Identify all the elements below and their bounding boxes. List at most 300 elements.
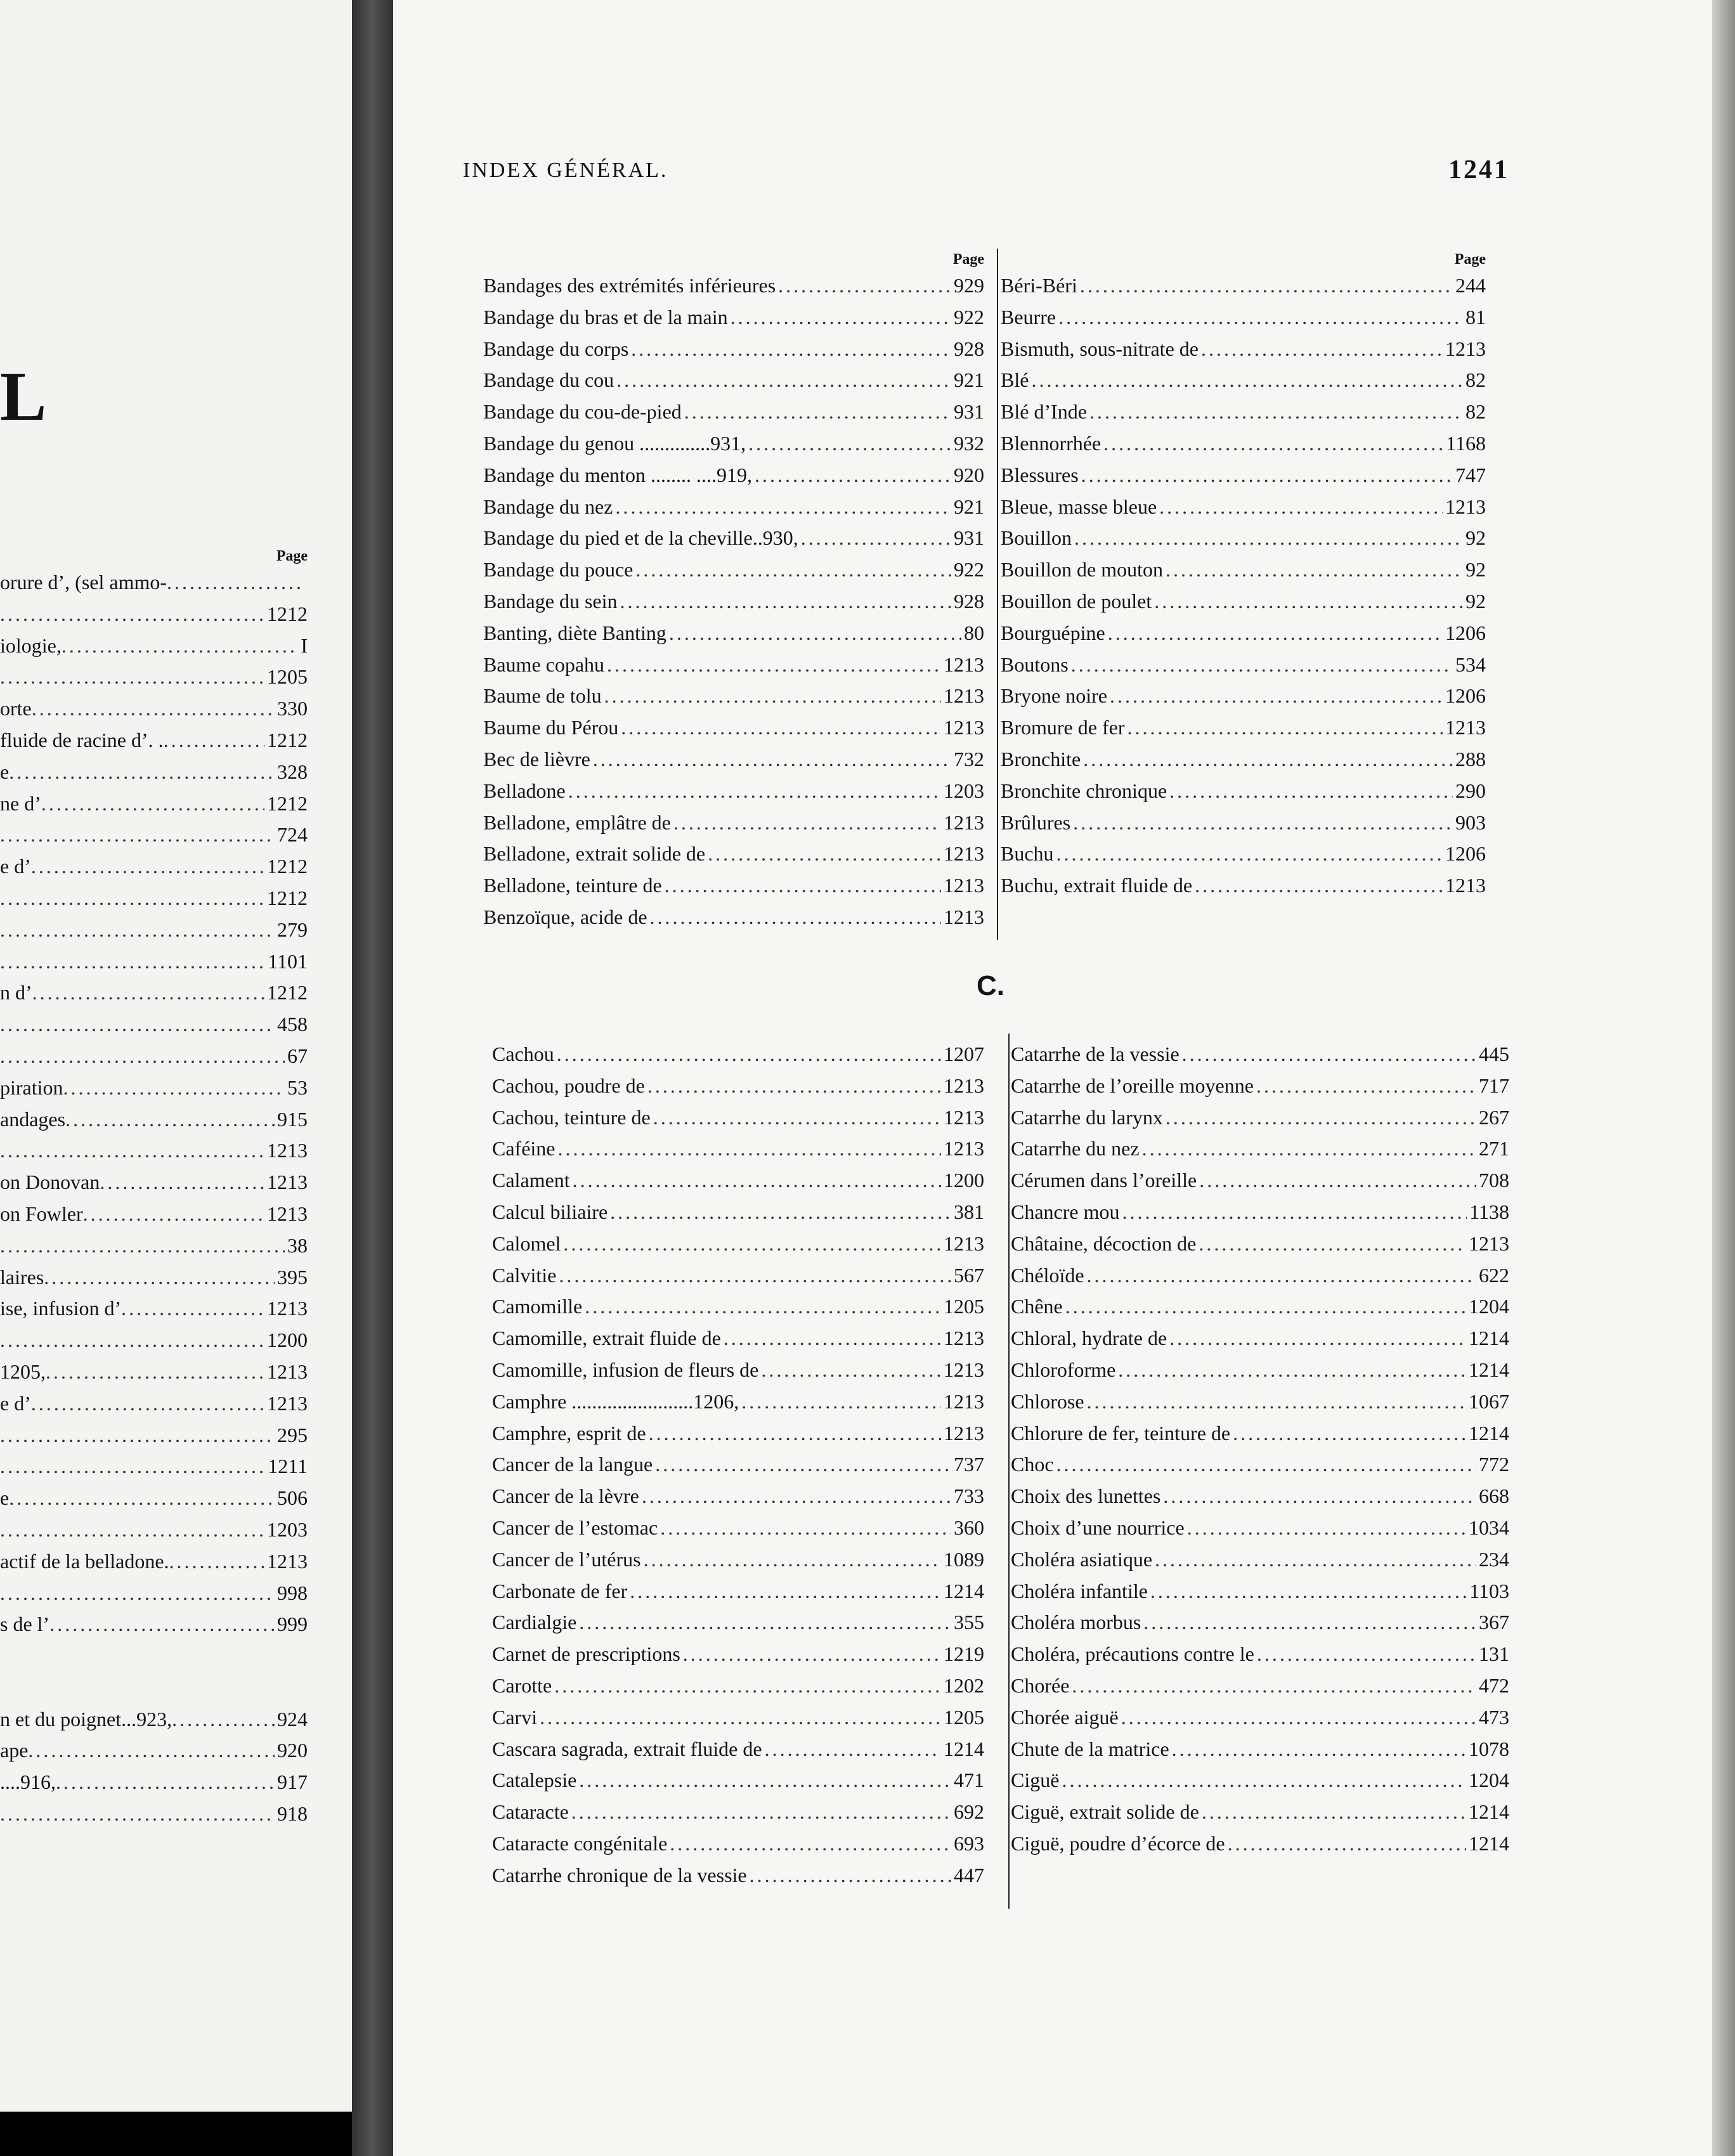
book-gutter [352,0,396,2156]
dot-leader [0,661,264,693]
dot-leader [1166,1102,1476,1134]
dot-leader [568,776,941,807]
index-entry [492,1354,984,1386]
index-term: Buchu [1001,842,1054,866]
index-entry [492,1796,984,1828]
index-page-number: 668 [1479,1484,1509,1508]
dot-leader [1072,1670,1476,1702]
index-entry [492,1734,984,1765]
dot-leader [172,1704,275,1736]
index-term: Cataracte [492,1800,569,1824]
index-page-number: 1200 [267,1328,308,1352]
index-entry [1001,680,1486,712]
dot-leader [621,712,941,744]
dot-leader [1195,870,1443,902]
index-term: Cancer de l’utérus [492,1547,641,1571]
index-page-number: 929 [954,274,984,297]
index-page-number: 1206 [1445,621,1486,644]
dot-leader [557,1039,941,1070]
index-page-number: 92 [1465,558,1486,581]
index-entry [1011,1133,1509,1165]
index-page-number: 1213 [1445,716,1486,739]
dot-leader [610,1197,951,1228]
index-page-number: 1212 [267,855,308,878]
index-term: Beurre [1001,305,1056,328]
dot-leader [1143,1607,1476,1639]
page-number: 1241 [1448,155,1509,185]
dot-leader [0,1798,275,1830]
index-entry [483,554,984,586]
index-entry [1011,1734,1509,1765]
index-entry [0,788,308,820]
index-term: ape [0,1739,29,1762]
index-entry [492,1639,984,1670]
index-term: Chloral, hydrate de [1011,1327,1167,1350]
dot-leader [670,1828,951,1860]
index-page-number: 395 [277,1265,308,1289]
page-header-label: Page [952,251,984,268]
index-entry [1001,460,1486,491]
index-entry [0,1167,308,1198]
section-letter-c: C. [977,970,1004,1001]
index-page-number: 928 [954,337,984,360]
index-term: Catarrhe du nez [1011,1137,1140,1160]
index-term: Camomille, infusion de fleurs de [492,1358,759,1381]
index-term: Calament [492,1169,570,1192]
dot-leader [1154,586,1463,618]
dot-leader [0,1514,264,1546]
index-entry [1011,1639,1509,1670]
index-page-number: 1212 [267,602,308,625]
column-rule-b [997,249,998,940]
index-term: Baume de tolu [483,684,602,708]
index-entry [1011,1070,1509,1102]
index-entry [0,1041,308,1072]
index-entry [1001,744,1486,776]
index-term: Carotte [492,1673,552,1697]
index-term: Bouillon de poulet [1001,589,1152,613]
index-term: Béri-Béri [1001,274,1077,297]
index-term: orte [0,697,32,720]
index-entry [492,1039,984,1070]
index-entry [1011,1354,1509,1386]
index-term: Blessures [1001,463,1079,486]
dot-leader [0,1135,264,1167]
index-entry [483,870,984,902]
dot-leader [655,1449,951,1481]
page-edge [1712,0,1735,2156]
index-page-number: 1202 [944,1673,984,1697]
index-term: Catalepsie [492,1769,577,1792]
index-page-number: 1205 [944,1705,984,1729]
index-entry [0,630,308,662]
index-entry [1001,776,1486,807]
index-entry [492,1228,984,1260]
dot-leader [755,460,951,491]
page-header-label: Page [1454,251,1486,268]
dot-leader [563,1228,941,1260]
index-page-number: 1213 [1469,1231,1509,1255]
index-term: Choc [1011,1453,1054,1476]
index-entry [0,1640,308,1672]
dot-leader [642,1481,951,1512]
index-term: e d’ [0,1391,31,1415]
index-term: Bismuth, sous-nitrate de [1001,337,1199,360]
running-head-title: INDEX GÉNÉRAL. [463,159,668,182]
index-entry [483,618,984,649]
index-entry [492,1607,984,1639]
index-term: ....916, [0,1770,56,1794]
dot-leader [665,870,941,902]
dot-leader [1228,1828,1466,1860]
dot-leader [46,1356,264,1388]
dot-leader [724,1323,941,1354]
index-page-number: 1103 [1469,1579,1509,1602]
index-term: Bandage du cou-de-pied [483,400,682,424]
index-page-number: 921 [954,368,984,392]
index-page-number: 920 [277,1739,308,1762]
dot-leader [1142,1133,1476,1165]
index-entry [483,460,984,491]
index-page-number: 473 [1479,1705,1509,1729]
index-entry [483,586,984,618]
index-page-number: 928 [954,589,984,613]
index-entry [492,1702,984,1734]
index-page-number: 1213 [944,842,984,866]
dot-leader [1089,396,1463,428]
index-entry [1011,1828,1509,1860]
index-term: Boutons [1001,653,1069,676]
index-term: Catarrhe du larynx [1011,1105,1163,1129]
dot-leader [31,851,264,883]
index-entry [1011,1386,1509,1418]
dot-leader [83,1198,264,1230]
index-page-number: 1213 [267,1139,308,1162]
dot-leader [1199,1228,1466,1260]
dot-leader [1166,554,1463,586]
index-entry [0,1798,308,1830]
dot-leader [169,1546,264,1578]
index-term: Cardialgie [492,1611,577,1634]
index-entry [483,807,984,839]
dot-leader [100,1167,264,1198]
index-entry [1011,1702,1509,1734]
index-entry [1011,1197,1509,1228]
index-term: Bromure de fer [1001,716,1125,739]
index-page-number: 1213 [944,1105,984,1129]
index-entry [1011,1102,1509,1134]
index-page-number: 1214 [1469,1800,1509,1824]
index-entry [1011,1228,1509,1260]
index-entry [0,819,308,851]
index-term: n et du poignet...923, [0,1707,172,1731]
index-term: Camphre, esprit de [492,1421,646,1445]
index-term: s de l’ [0,1613,50,1636]
index-term: Ciguë, poudre d’écorce de [1011,1831,1225,1855]
index-entry [0,946,308,978]
index-page-number: I [301,633,308,657]
index-term: Châtaine, décoction de [1011,1231,1197,1255]
index-entry [483,649,984,681]
index-entry [0,1104,308,1136]
index-term: Choléra morbus [1011,1611,1141,1634]
index-page-number: 472 [1479,1673,1509,1697]
index-entry [1001,428,1486,460]
dot-leader [635,554,951,586]
index-page-number: 267 [1479,1105,1509,1129]
index-page-number: 567 [954,1263,984,1287]
index-term: Bouillon [1001,526,1072,550]
index-entry [1001,334,1486,365]
index-term: Baume copahu [483,653,605,676]
index-page-number: 1214 [944,1737,984,1760]
dot-leader [660,1512,951,1544]
dot-leader [604,680,941,712]
dot-leader [1065,1291,1466,1323]
dot-leader [778,270,951,302]
index-entry [1011,1418,1509,1450]
index-entry [492,1828,984,1860]
index-term: actif de la belladone. [0,1549,169,1573]
index-entry [1001,365,1486,396]
index-column-c-left [492,1039,984,1892]
index-entry [1011,1481,1509,1512]
dot-leader [1150,1576,1467,1607]
index-page-number: 1213 [267,1171,308,1194]
index-page-number: 1214 [1469,1358,1509,1381]
index-page-number: 903 [1455,810,1486,834]
index-entry [483,838,984,870]
dot-leader [1083,744,1453,776]
index-term: Catarrhe chronique de la vessie [492,1863,747,1886]
index-term: piration [0,1075,63,1099]
index-page-number: 1101 [268,949,308,973]
dot-leader [1257,1639,1476,1670]
index-entry [483,270,984,302]
index-term: Bandage du pied et de la cheville..930, [483,526,798,550]
dot-leader [579,1607,951,1639]
index-term: Calomel [492,1231,561,1255]
dot-leader [1182,1039,1476,1070]
index-term: Choléra asiatique [1011,1547,1153,1571]
index-entry [1011,1765,1509,1796]
dot-leader [1201,334,1443,365]
index-page-number: 1214 [1469,1327,1509,1350]
dot-leader [0,914,275,946]
dot-leader [0,1420,275,1451]
index-term: Bandage du pouce [483,558,634,581]
index-entry [0,914,308,946]
index-term: fluide de racine d’. . [0,728,164,751]
index-entry [0,977,308,1009]
index-page-number: 381 [954,1200,984,1223]
index-term: Buchu, extrait fluide de [1001,874,1193,897]
dot-leader [1031,365,1463,396]
dot-leader [1073,807,1453,839]
index-term: Bourguépine [1001,621,1105,644]
index-entry [0,1483,308,1514]
index-entry [492,1576,984,1607]
index-entry [0,1293,308,1325]
index-term: laires [0,1265,44,1289]
left-page-page-header: Page [276,548,308,564]
index-entry [492,1765,984,1796]
index-entry [492,1070,984,1102]
dot-leader [56,1767,275,1798]
index-page-number: 1213 [267,1202,308,1225]
index-term: orure d’, (sel ammo- [0,571,167,594]
index-entry [1001,586,1486,618]
dot-leader [1159,491,1443,523]
index-entry [1011,1670,1509,1702]
index-term: Bryone noire [1001,684,1107,708]
dot-leader [1087,1260,1476,1292]
index-entry [492,1481,984,1512]
index-term: Chloroforme [1011,1358,1116,1381]
index-page-number: 67 [287,1044,308,1067]
index-entry [483,491,984,523]
index-term: 1205, [0,1360,46,1383]
index-page-number: 1213 [944,684,984,708]
dot-leader [631,334,951,365]
index-page-number: 622 [1479,1263,1509,1287]
index-entry [1001,712,1486,744]
index-term: Ciguë, extrait solide de [1011,1800,1199,1824]
index-page-number: 131 [1479,1642,1509,1666]
dot-leader [1172,1734,1466,1765]
dot-leader [684,396,951,428]
dot-leader [32,693,275,725]
index-page-number: 772 [1479,1453,1509,1476]
index-page-number: 360 [954,1516,984,1539]
index-entry [492,1133,984,1165]
index-entry [492,1449,984,1481]
index-page-number: 733 [954,1484,984,1508]
index-page-number: 1213 [944,1389,984,1413]
index-entry [0,883,308,914]
index-page-number: 915 [277,1107,308,1131]
index-page-number: 1067 [1469,1389,1509,1413]
index-page-number: 38 [287,1233,308,1257]
dot-leader [0,599,264,630]
index-entry [483,334,984,365]
left-page [0,0,352,2112]
index-entry [0,1546,308,1578]
index-term: andages [0,1107,66,1131]
index-entry [1011,1165,1509,1197]
dot-leader [0,1230,285,1262]
index-term: Baume du Pérou [483,716,619,739]
index-entry [0,1230,308,1262]
dot-leader [540,1702,941,1734]
column-rule-c [1008,1034,1010,1909]
index-page-number: 279 [277,918,308,941]
index-page-number: 1213 [944,1074,984,1097]
dot-leader [164,725,264,757]
index-page-number: 1034 [1469,1516,1509,1539]
index-term: Bleue, masse bleue [1001,495,1157,518]
index-entry [492,1165,984,1197]
dot-leader [0,1009,275,1041]
index-page-number: 931 [954,400,984,424]
index-entry [0,725,308,757]
index-term: Cancer de la lèvre [492,1484,639,1508]
index-entry [0,1009,308,1041]
index-term: Carbonate de fer [492,1579,628,1602]
index-page-number: 1206 [1445,842,1486,866]
index-page-number: 471 [954,1769,984,1792]
index-term: Chute de la matrice [1011,1737,1169,1760]
index-entry [492,1670,984,1702]
index-page-number: 737 [954,1453,984,1476]
dot-leader [748,428,951,460]
dot-leader [644,1544,941,1576]
index-page-number: 931 [954,526,984,550]
dot-leader [731,302,951,334]
dot-leader [9,757,275,788]
dot-leader [649,1418,941,1450]
dot-leader [1087,1386,1466,1418]
index-page-number: 717 [1479,1074,1509,1097]
dot-leader [0,1451,265,1483]
dot-leader [63,1072,285,1104]
dot-leader [571,1796,951,1828]
index-page-number: 82 [1465,368,1486,392]
index-term: Banting, diète Banting [483,621,666,644]
index-term: Chêne [1011,1295,1063,1318]
index-page-number: 330 [277,697,308,720]
index-entry [1011,1796,1509,1828]
index-page-number: 1213 [944,1327,984,1350]
left-page-index-column [0,545,308,1830]
dot-leader [0,946,265,978]
index-term: Cachou, teinture de [492,1105,651,1129]
dot-leader [1118,1354,1466,1386]
index-term: Choix des lunettes [1011,1484,1161,1508]
dot-leader [1199,1165,1476,1197]
index-term: Bec de lièvre [483,747,590,770]
dot-leader [1155,1544,1476,1576]
index-entry [1011,1039,1509,1070]
dot-leader [1056,1449,1476,1481]
index-term: Catarrhe de la vessie [1011,1042,1179,1065]
index-entry [483,523,984,554]
index-page-number: 1168 [1446,431,1486,455]
index-page-number: 1212 [267,886,308,909]
index-term: Bandage du menton ........ ....919, [483,463,752,486]
index-term: Chorée [1011,1673,1070,1697]
dot-leader [1127,712,1443,744]
dot-leader [1169,776,1453,807]
index-page-number: 732 [954,747,984,770]
index-entry [0,1262,308,1294]
index-page-number: 447 [954,1863,984,1886]
index-page-number: 918 [277,1802,308,1826]
dot-leader [121,1293,264,1325]
index-entry [483,680,984,712]
dot-leader [1074,523,1463,554]
index-page-number: 1213 [267,1549,308,1573]
index-entry [1011,1291,1509,1323]
index-page-number: 693 [954,1831,984,1855]
index-page-number: 1203 [267,1517,308,1541]
index-term: Bouillon de mouton [1001,558,1163,581]
index-term: iologie, [0,633,62,657]
dot-leader [630,1576,941,1607]
index-page-number: 1212 [267,728,308,751]
index-entry [483,744,984,776]
index-entry [492,1323,984,1354]
